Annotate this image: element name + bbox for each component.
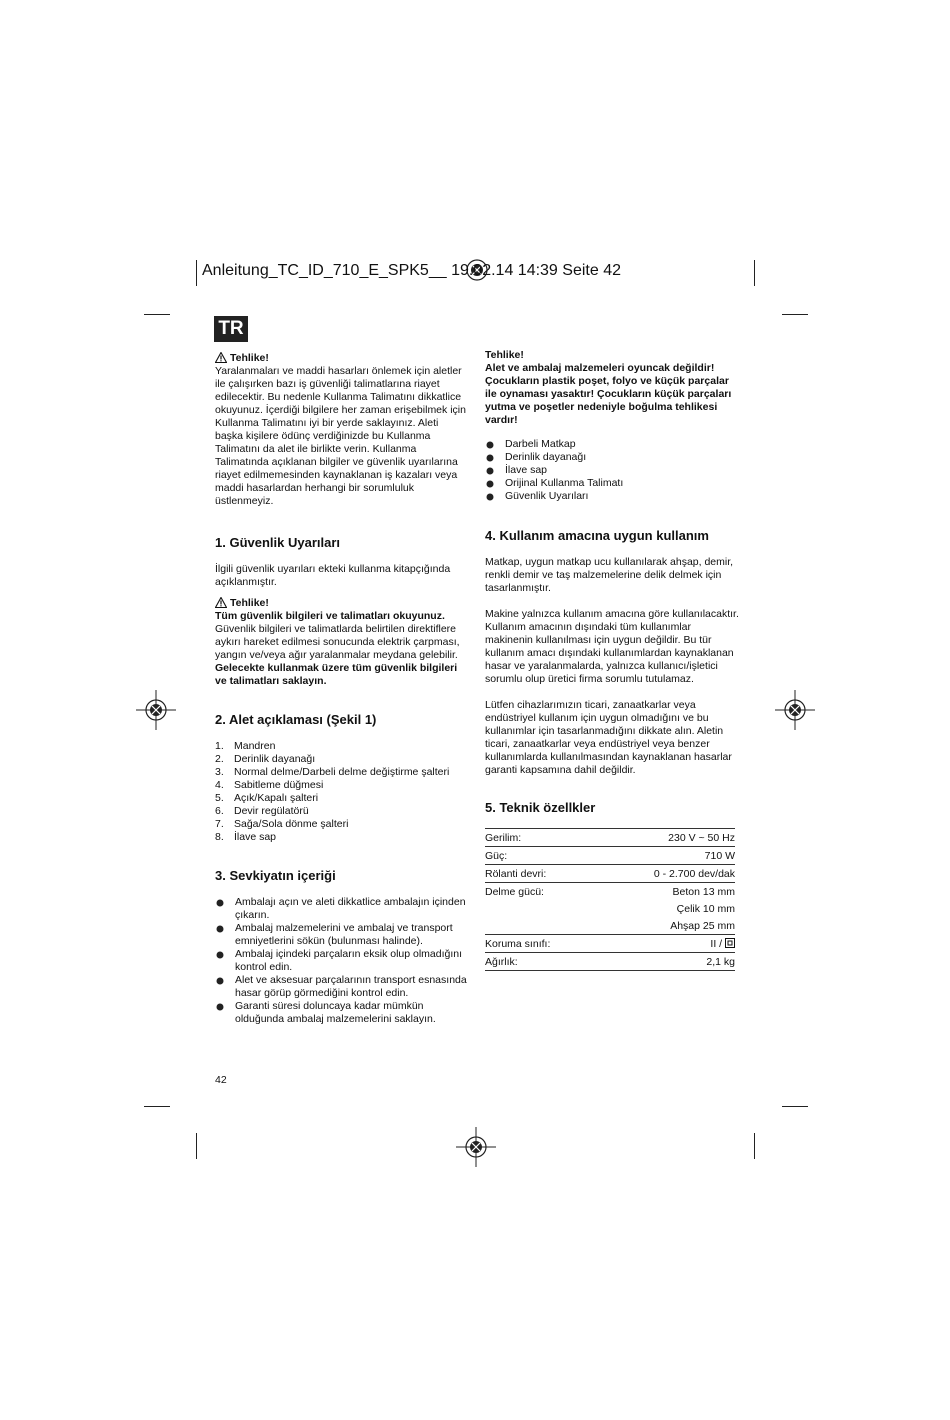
warning-triangle-icon (215, 597, 227, 608)
spec-value (597, 935, 735, 953)
spec-value (597, 847, 735, 865)
spec-row (485, 935, 735, 953)
list-text: Normal delme/Darbeli delme değiştirme şalteri (234, 766, 450, 778)
spec-value (597, 829, 735, 847)
crop-mark (144, 1106, 170, 1107)
spec-row (485, 883, 735, 901)
list-item (485, 451, 737, 464)
list-text: Derinlik dayanağı (505, 451, 587, 463)
section-1-body (215, 563, 467, 688)
section-1-text: İlgili güvenlik uyarıları ekteki kullanma kitapçığında açıklanmıştır. (215, 563, 451, 588)
section-1-bold-2: Gelecekte kullanmak üzere tüm güvenlik bilgileri ve talimatları saklayın. (215, 662, 458, 687)
list-item (215, 766, 467, 779)
section-2-list (215, 740, 467, 844)
list-number: 6. (215, 805, 224, 817)
spec-value (597, 900, 735, 917)
list-item (215, 753, 467, 766)
spec-key: Gerilim: (485, 829, 597, 847)
registration-mark-icon (136, 690, 176, 730)
spec-row (485, 847, 735, 865)
section-1-warning-heading (215, 597, 467, 610)
contents-list (485, 438, 737, 503)
spec-key: Ağırlık: (485, 953, 597, 971)
page-number: 42 (215, 1074, 227, 1086)
section-1-warning-title: Tehlike! (230, 597, 269, 609)
list-item (215, 740, 467, 753)
section-4-p1: Matkap, uygun matkap ucu kullanılarak ahşap, demir, renkli demir ve taş malzemelerine delik delmek için tasarlanmıştır. (485, 556, 734, 594)
list-text: Ambalaj içindeki parçaların eksik olup olmadığını kontrol edin. (235, 948, 463, 973)
list-item (215, 974, 467, 1000)
list-number: 7. (215, 818, 224, 830)
spec-row (485, 917, 735, 935)
bullet-icon (487, 455, 494, 462)
spec-value (597, 883, 735, 901)
list-item (485, 438, 737, 451)
section-4-title: 4. Kullanım amacına uygun kullanım (485, 528, 709, 543)
spec-key: Rölanti devri: (485, 865, 597, 883)
spec-table (485, 828, 735, 971)
bullet-icon (487, 468, 494, 475)
list-text: Alet ve aksesuar parçalarının transport esnasında hasar görüp görmediğini kontrol edin. (235, 974, 467, 999)
list-item (215, 922, 467, 948)
warning-heading (215, 352, 467, 365)
list-item (215, 896, 467, 922)
spec-row (485, 953, 735, 971)
section-3-title: 3. Sevkiyatın içeriği (215, 868, 336, 883)
spec-key: Delme gücü: (485, 886, 544, 898)
bullet-icon (217, 978, 224, 985)
list-item (215, 792, 467, 805)
warning-triangle-icon (215, 352, 227, 363)
list-item (215, 818, 467, 831)
bullet-icon (217, 900, 224, 907)
list-item (215, 779, 467, 792)
section-5-title: 5. Teknik özellkler (485, 800, 596, 815)
section-1-bold-1: Tüm güvenlik bilgileri ve talimatları okuyunuz. (215, 610, 445, 622)
list-text: Garanti süresi doluncaya kadar mümkün olduğunda ambalaj malzemelerini saklayın. (235, 1000, 436, 1025)
spec-value-text: 230 V ~ 50 Hz (668, 832, 735, 844)
crop-mark (144, 314, 170, 315)
warning-title: Tehlike! (230, 352, 269, 364)
right-warning-text: Tehlike! Alet ve ambalaj malzemeleri oyuncak değildir! Çocukların plastik poşet, folyo ve küçük parçalar ile oynaması yasaktır! Çocukların küçük parçaları yutma ve poşetler nedeniyle boğulma tehlikesi vardır! (485, 349, 732, 426)
spec-value (597, 917, 735, 935)
spec-row (485, 865, 735, 883)
list-text: Mandren (234, 740, 276, 752)
list-text: Güvenlik Uyarıları (505, 490, 589, 502)
list-text: Darbeli Matkap (505, 438, 576, 450)
bullet-icon (217, 926, 224, 933)
spec-value-text: 2,1 kg (706, 956, 735, 968)
list-item (215, 805, 467, 818)
crop-mark (754, 1133, 755, 1159)
list-text: Ambalaj malzemelerini ve ambalaj ve transport emniyetlerini sökün (bulunması halinde). (235, 922, 453, 947)
bullet-icon (487, 481, 494, 488)
section-4-p3: Lütfen cihazlarımızın ticari, zanaatkarlar veya endüstriyel kullanım için uygun olmadığını ve bu kullanımlar için tasarlanmadığını dikkate alın. Aletin ticari, zanaatkarlar veya endüstriyel veya benzer kullanımlarda kullanılmasından kaynaklanan hasarlar garanti kapsamına dahil değildir. (485, 699, 732, 776)
warning-text: Yaralanmaları ve maddi hasarları önlemek için aletler ile çalışırken bazı iş güvenliği talimatlarına riayet edilecektir. Bu nedenle Kullanma Talimatını dikkatlice okuyunuz. İçerdiği bilgilere her zaman erişebilmek için Kullanma Talimatını iyi bir yerde saklayınız. Aleti başka kişilere ödünç verdiğinizde bu Kullanma Talimatını da alet ile birlikte verin. Kullanma Talimatında açıklanan bilgiler ve güvenlik uyarılarına riayet edilmemesinden kaynaklanan iş kazaları veya maddi hasarlardan herhangi bir sorumluluk üstlenmeyiz. (215, 365, 466, 507)
right-warning (485, 349, 737, 427)
spec-row (485, 900, 735, 917)
section-2-title: 2. Alet açıklaması (Şekil 1) (215, 712, 377, 727)
left-column (215, 352, 467, 508)
list-text: Açık/Kapalı şalteri (234, 792, 319, 804)
list-text: Sağa/Sola dönme şalteri (234, 818, 349, 830)
bullet-icon (487, 494, 494, 501)
crop-mark (196, 260, 197, 286)
list-item (485, 490, 737, 503)
crop-mark (782, 1106, 808, 1107)
spec-value-text: Ahşap 25 mm (670, 920, 735, 932)
spec-key (485, 917, 597, 935)
list-item (485, 477, 737, 490)
crop-mark (196, 1133, 197, 1159)
registration-mark-icon (775, 690, 815, 730)
list-text: Derinlik dayanağı (234, 753, 316, 765)
bullet-icon (217, 952, 224, 959)
list-item (215, 1000, 467, 1026)
protection-class-icon (725, 938, 735, 948)
spec-key: Koruma sınıfı: (485, 935, 597, 953)
file-header: Anleitung_TC_ID_710_E_SPK5__ 19.02.14 14:39 Seite 42 (202, 262, 621, 279)
section-1-normal: Güvenlik bilgileri ve talimatlarda belirtilen direktiflere aykırı hareket edilmesi sonucunda elektrik çarpması, yangın ve/veya ağır yaralanmalar meydana gelebilir. (215, 623, 460, 661)
list-text: İlave sap (234, 831, 277, 843)
language-badge: TR (214, 316, 248, 342)
list-text: Ambalajı açın ve aleti dikkatlice ambalajın içinden çıkarın. (235, 896, 466, 921)
spec-value-text: Çelik 10 mm (676, 903, 735, 915)
list-number: 1. (215, 740, 224, 752)
list-item (215, 948, 467, 974)
list-text: Sabitleme düğmesi (234, 779, 324, 791)
crop-mark (754, 260, 755, 286)
list-item (215, 831, 467, 844)
list-number: 5. (215, 792, 224, 804)
spec-value (597, 953, 735, 971)
spec-value-text: II / (710, 938, 725, 950)
list-number: 2. (215, 753, 224, 765)
spec-row (485, 829, 735, 847)
bullet-icon (217, 1004, 224, 1011)
section-1-title: 1. Güvenlik Uyarıları (215, 535, 341, 550)
bullet-icon (487, 442, 494, 449)
spec-key: Güç: (485, 847, 597, 865)
spec-value (597, 865, 735, 883)
section-4-body (485, 556, 739, 777)
spec-value-text: 710 W (704, 850, 735, 862)
crop-mark (782, 314, 808, 315)
section-4-p2: Makine yalnızca kullanım amacına göre kullanılacaktır. Kullanım amacının dışındaki tüm kullanımlar makinenin kullanılması için uygun değildir. Bu tür kullanım amacı dışındaki kullanımlardan kaynaklanan hasar ve yaralanmalarda, yalnızca kullanıcı/işletici sorumlu olup üretici firma sorumlu tutulamaz. (485, 608, 739, 685)
section-3-list (215, 896, 467, 1026)
list-text: İlave sap (505, 464, 548, 476)
list-number: 8. (215, 831, 224, 843)
spec-value-text: Beton 13 mm (672, 886, 735, 898)
list-number: 3. (215, 766, 224, 778)
registration-mark-icon (456, 1127, 496, 1167)
list-item (485, 464, 737, 477)
spec-key (485, 900, 597, 917)
spec-value-text: 0 - 2.700 dev/dak (653, 868, 735, 880)
list-text: Devir regülatörü (234, 805, 309, 817)
list-number: 4. (215, 779, 224, 791)
list-text: Orijinal Kullanma Talimatı (505, 477, 624, 489)
